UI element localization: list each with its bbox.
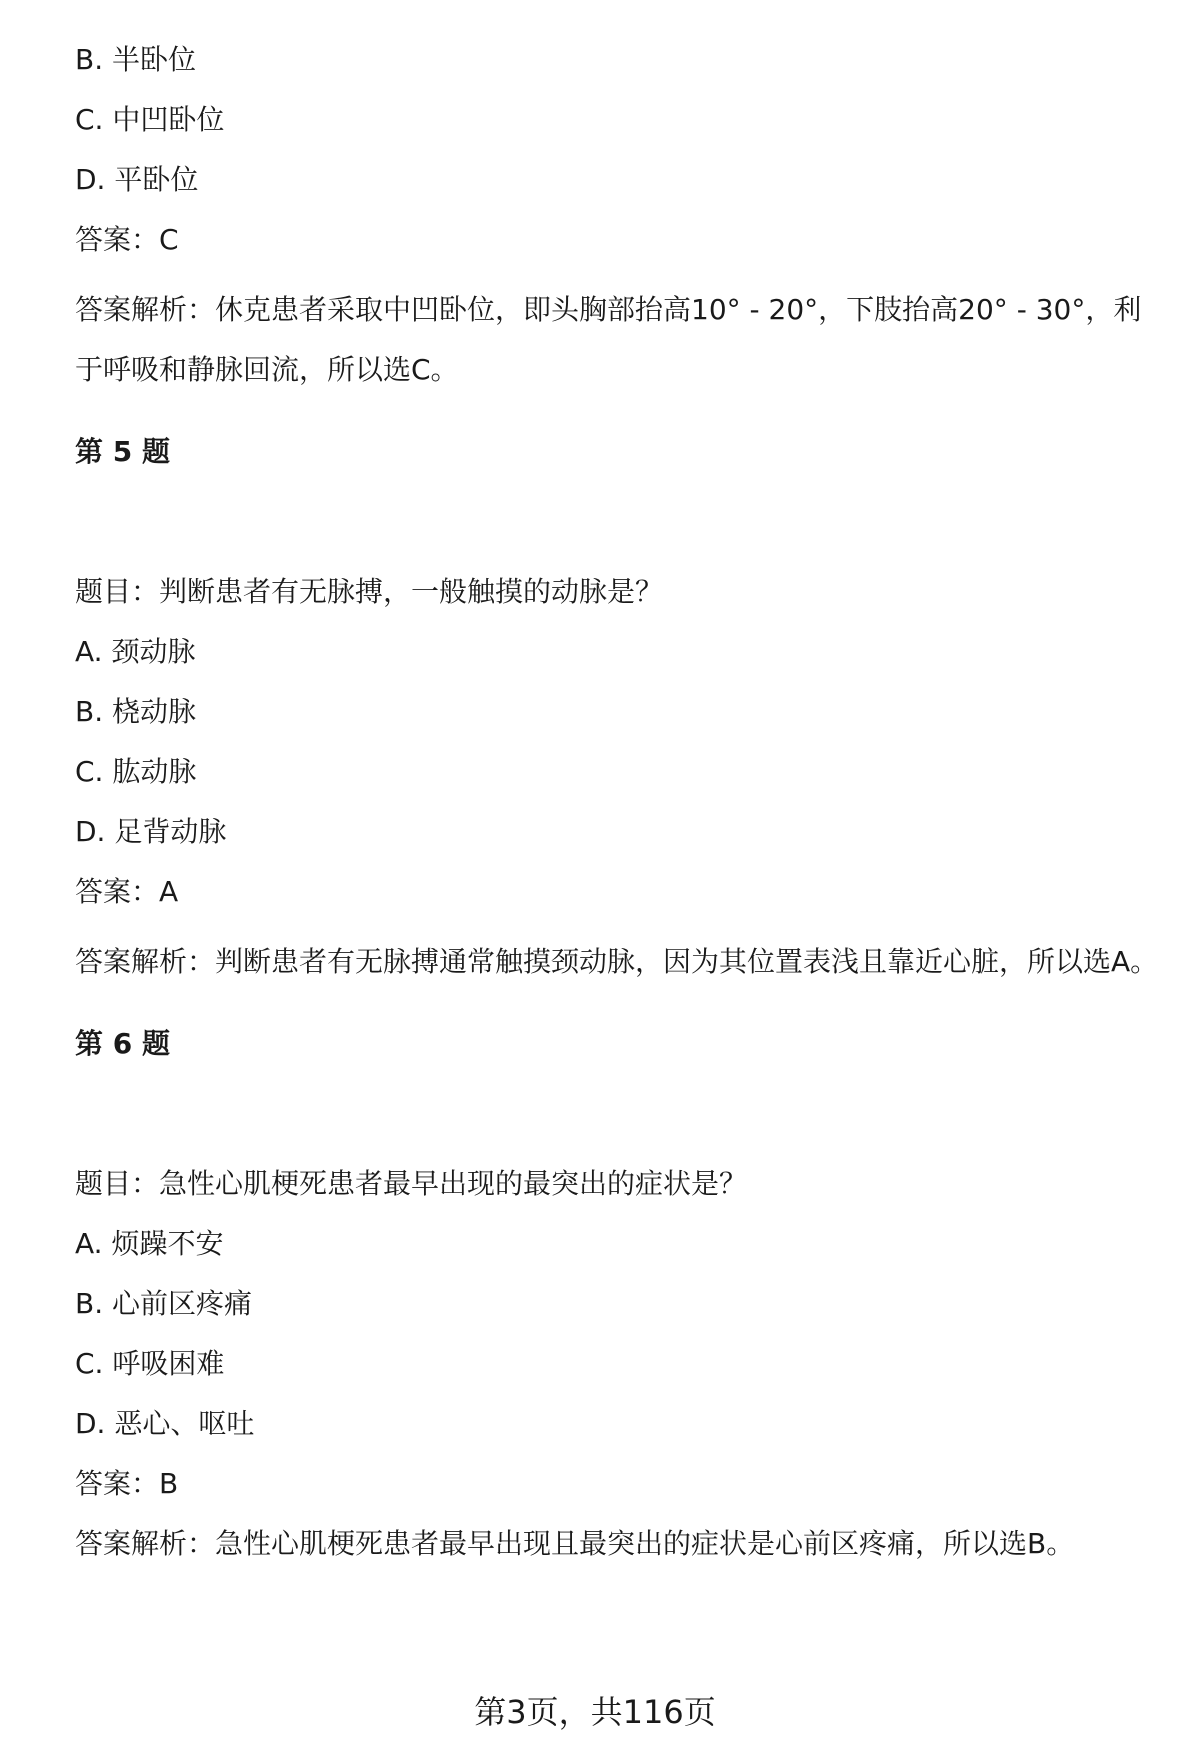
q5-heading: 第 5 题 [75,435,170,468]
q4-answer: 答案：C [75,223,179,256]
q5-option-c: C. 肱动脉 [75,755,197,788]
q6-question: 题目：急性心肌梗死患者最早出现的最突出的症状是？ [75,1167,748,1200]
q4-option-c: C. 中凹卧位 [75,103,225,136]
q5-option-d: D. 足背动脉 [75,815,227,848]
q6-answer: 答案：B [75,1467,179,1500]
q4-explanation: 答案解析：休克患者采取中凹卧位，即头胸部抬高10° - 20°，下肢抬高20° - 30°，利于呼吸和静脉回流，所以选C。 [75,293,1142,386]
q6-explanation: 答案解析：急性心肌梗死患者最早出现且最突出的症状是心前区疼痛，所以选B。 [75,1527,1075,1560]
q5-option-a: A. 颈动脉 [75,635,196,668]
q6-option-c: C. 呼吸困难 [75,1347,225,1380]
page-number-footer: 第3页，共116页 [474,1693,716,1731]
q6-option-d: D. 恶心、呕吐 [75,1407,255,1440]
q4-option-b: B. 半卧位 [75,43,197,76]
q5-option-b: B. 桡动脉 [75,695,197,728]
q6-heading: 第 6 题 [75,1027,170,1060]
page-content [75,40,1165,1584]
q6-option-a: A. 烦躁不安 [75,1227,224,1260]
q6-option-b: B. 心前区疼痛 [75,1287,253,1320]
q5-question: 题目：判断患者有无脉搏，一般触摸的动脉是？ [75,575,664,608]
q4-option-d: D. 平卧位 [75,163,199,196]
q5-explanation: 答案解析：判断患者有无脉搏通常触摸颈动脉，因为其位置表浅且靠近心脏，所以选A。 [75,945,1159,978]
q5-answer: 答案：A [75,875,179,908]
